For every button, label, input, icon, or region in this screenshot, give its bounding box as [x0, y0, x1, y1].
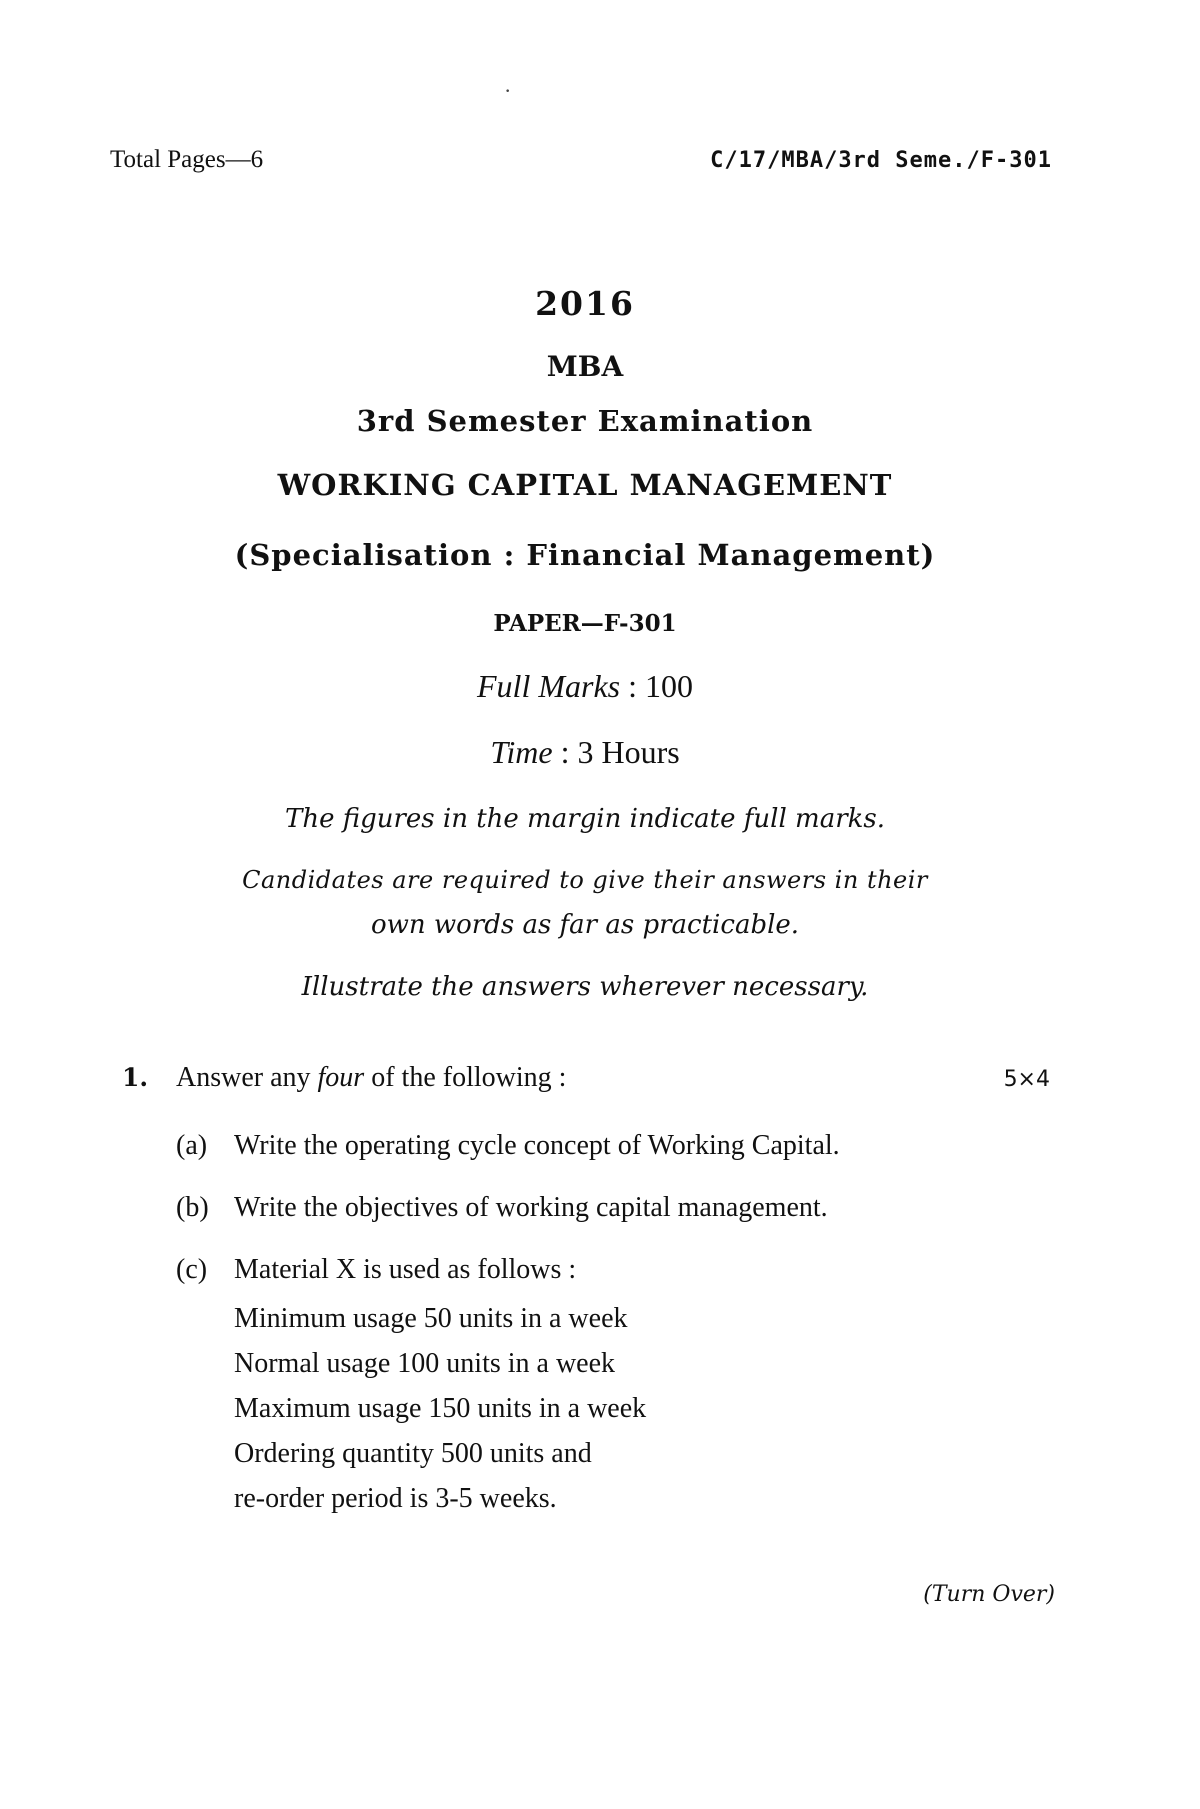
part-label: (b)	[176, 1192, 209, 1223]
subject-title: WORKING CAPITAL MANAGEMENT	[277, 468, 893, 502]
turn-over-note: (Turn Over)	[923, 1582, 1055, 1607]
part-text: Write the operating cycle concept of Working Capital.	[234, 1130, 840, 1161]
total-pages: Total Pages—6	[110, 146, 264, 173]
question-marks: 5×4	[1003, 1067, 1050, 1092]
instruction-marks: The figures in the margin indicate full marks.	[284, 804, 885, 834]
exam-time	[0, 734, 1170, 771]
exam-name: 3rd Semester Examination	[356, 404, 814, 438]
material-usage-details	[234, 1296, 646, 1521]
material-line: Normal usage 100 units in a week	[234, 1348, 616, 1379]
question-text-start: Answer any	[176, 1062, 311, 1093]
specialisation: (Specialisation : Financial Management)	[234, 538, 936, 572]
question-text	[176, 1062, 1004, 1094]
part-text: Write the objectives of working capital management.	[234, 1192, 828, 1223]
part-text: Material X is used as follows :	[234, 1254, 577, 1285]
part-label: (a)	[176, 1130, 208, 1161]
part-label: (c)	[176, 1254, 208, 1285]
time-label: Time	[490, 734, 553, 770]
question-1	[122, 1062, 1050, 1094]
full-marks	[0, 668, 1170, 705]
question-part-c	[176, 1254, 576, 1286]
instruction-illustrate: Illustrate the answers wherever necessary.	[301, 972, 869, 1002]
time-value: : 3 Hours	[560, 734, 680, 770]
full-marks-value: : 100	[628, 668, 693, 704]
question-text-emphasis: four	[317, 1062, 365, 1093]
course-name: MBA	[546, 350, 624, 383]
question-part-b	[176, 1192, 828, 1224]
material-line: Minimum usage 50 units in a week	[234, 1303, 628, 1334]
question-text-end: of the following :	[371, 1062, 567, 1093]
material-line: Ordering quantity 500 units and	[234, 1438, 592, 1469]
question-part-a	[176, 1130, 840, 1162]
exam-year: 2016	[535, 284, 635, 323]
material-line: Maximum usage 150 units in a week	[234, 1393, 647, 1424]
question-number: 1.	[122, 1063, 149, 1092]
full-marks-label: Full Marks	[477, 668, 621, 704]
material-line: re-order period is 3-5 weeks.	[234, 1483, 557, 1514]
paper-code: C/17/MBA/3rd Seme./F-301	[710, 148, 1052, 173]
instruction-own-words-2: own words as far as practicable.	[370, 910, 800, 940]
stray-mark: ·	[504, 78, 512, 103]
paper-number: PAPER—F-301	[493, 610, 677, 637]
instruction-own-words-1: Candidates are required to give their answers in their	[242, 866, 928, 894]
page-header	[110, 146, 1052, 174]
